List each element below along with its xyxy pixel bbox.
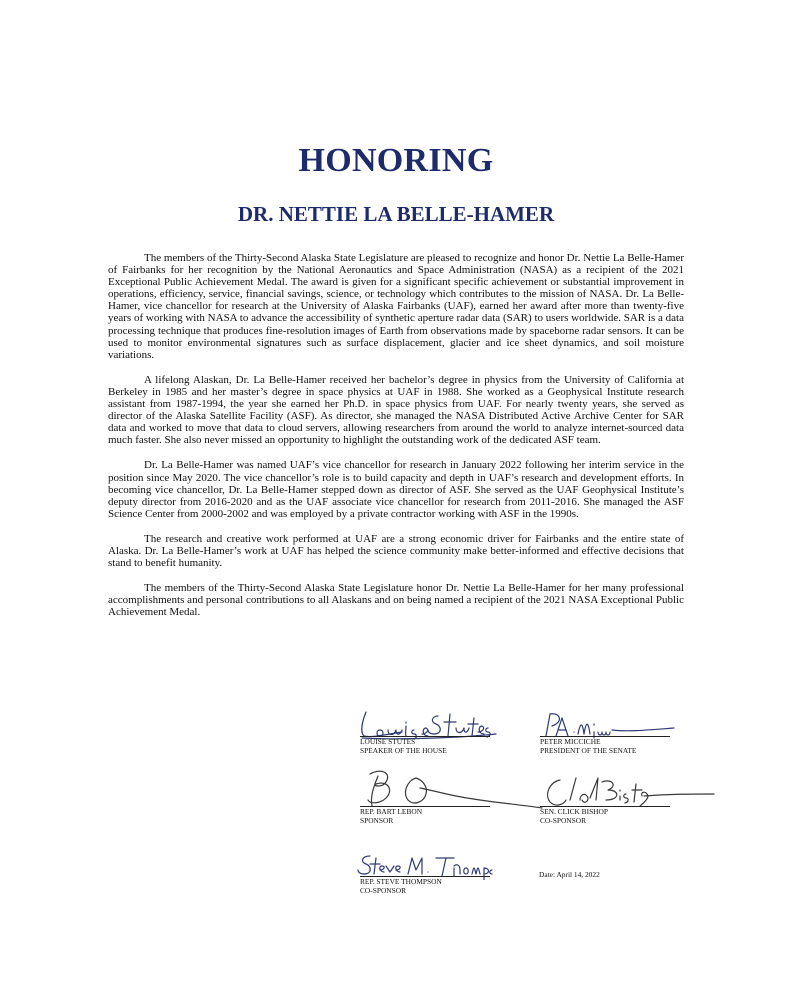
signature-line (360, 876, 490, 877)
signature-lebon-image (356, 764, 546, 812)
signature-block-senate-president (540, 738, 636, 756)
paragraph-3: Dr. La Belle-Hamer was named UAF’s vice chancellor for research in January 2022 following her interim service in the position since May 2020. The vice chancellor’s role is to build capacity and depth in UAF’s research and development efforts. In becoming vice chancellor, Dr. La Belle-Hamer stepped down as director of ASF. She served as the UAF Geophysical Institute’s deputy director from 2016-2020 and as the UAF associate vice chancellor for research from 2011-2016. She managed the ASF Science Center from 2000-2002 and was employed by a private contractor working with ASF in the 1990s. (108, 459, 684, 520)
signature-line (360, 736, 490, 737)
document-date: Date: April 14, 2022 (539, 870, 600, 879)
signer-role: SPEAKER OF THE HOUSE (360, 745, 447, 755)
signature-block-speaker (360, 738, 447, 756)
signer-role: PRESIDENT OF THE SENATE (540, 745, 637, 755)
signer-name: SEN. CLICK BISHOP (540, 807, 608, 816)
signer-role: CO-SPONSOR (360, 885, 407, 895)
signature-block-cosponsor-house (360, 878, 442, 896)
paragraph-5: The members of the Thirty-Second Alaska State Legislature honor Dr. Nettie La Belle-Hamer for her many professional accomplishments and personal contributions to all Alaskans and on being named a recipient of the 2021 NASA Exceptional Public Achievement Medal. (108, 582, 684, 619)
document-title: HONORING (298, 142, 494, 179)
signature-bishop-image (540, 774, 716, 808)
paragraph-1: The members of the Thirty-Second Alaska State Legislature are pleased to recognize and honor Dr. Nettie La Belle-Hamer of Fairbanks for her recognition by the National Aeronautics and Space Administration (NASA) as a recipient of the 2021 Exceptional Public Achievement Medal. The award is given for a significant specific achievement or substantial improvement in operations, efficiency, service, financial savings, science, or technology which contributes to the mission of NASA. Dr. La Belle-Hamer, vice chancellor for research at the University of Alaska Fairbanks (UAF), earned her award after more than twenty-five years of working with NASA to advance the accessibility of synthetic aperture radar data (SAR) to users worldwide. SAR is a data processing technique that produces fine-resolution images of Earth from observations made by spaceborne radar sensors. It can be used to monitor environmental signatures such as surface displacement, glacier and ice sheet dynamics, and soil moisture variations. (108, 252, 684, 361)
signature-block-cosponsor-senate (540, 808, 608, 826)
signature-line (360, 806, 490, 807)
signer-name: REP. STEVE THOMPSON (360, 877, 442, 886)
signer-name: REP. BART LEBON (360, 807, 423, 816)
signer-name: LOUISE STUTES (360, 737, 416, 746)
signer-role: SPONSOR (360, 815, 394, 825)
signature-line (540, 736, 670, 737)
citation-body (108, 252, 684, 631)
signature-block-sponsor (360, 808, 422, 826)
honoree-name: DR. NETTIE LA BELLE-HAMER (237, 202, 555, 226)
paragraph-2: A lifelong Alaskan, Dr. La Belle-Hamer received her bachelor’s degree in physics from the University of California at Berkeley in 1985 and her master’s degree in space physics at UAF in 1988. She worked as a Geophysical Institute research assistant from 1987-1994, the year she earned her Ph.D. in space physics from UAF. For nearly twenty years, she served as director of the Alaska Satellite Facility (ASF). As director, she managed the NASA Distributed Active Archive Center for SAR data and worked to move that data to cloud servers, allowing researchers from around the world to analyze internet-sourced data much faster. She also never missed an opportunity to highlight the outstanding work of the dedicated ASF team. (108, 373, 684, 447)
signer-role: CO-SPONSOR (540, 815, 587, 825)
signature-line (540, 806, 670, 807)
signer-name: PETER MICCICHE (540, 737, 601, 746)
paragraph-4: The research and creative work performed at UAF are a strong economic driver for Fairbanks and the entire state of Alaska. Dr. La Belle-Hamer’s work at UAF has helped the science community make better-informed and effective decisions that stand to benefit humanity. (108, 532, 684, 570)
